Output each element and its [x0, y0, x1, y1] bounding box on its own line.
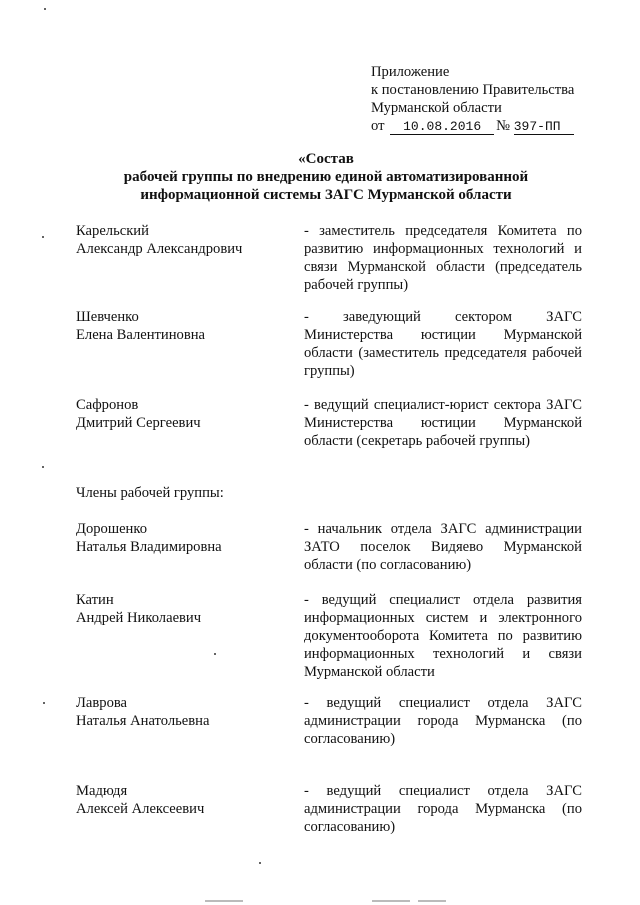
number-prefix: №: [496, 118, 511, 134]
document-date: 10.08.2016: [390, 119, 494, 135]
person-surname: Катин: [76, 592, 114, 608]
appendix-line-1: Приложение: [371, 64, 450, 80]
members-label: Члены рабочей группы:: [76, 485, 224, 501]
appendix-line-3: Мурманской области: [371, 100, 502, 116]
person-surname: Дорошенко: [76, 521, 148, 537]
scan-mark: [43, 702, 45, 704]
scan-edge: [418, 900, 446, 902]
scan-mark: [214, 653, 216, 655]
person-role: - ведущий специалист отдела развития информационных систем и электронного документооборота Комитета по развитию информационных технологий и связи Мурманской области: [304, 592, 582, 680]
person-given-names: Наталья Владимировна: [76, 539, 222, 555]
scan-edge: [205, 900, 243, 902]
person-name: [76, 222, 296, 258]
person-given-names: Александр Александрович: [76, 241, 243, 257]
person-given-names: Елена Валентиновна: [76, 327, 205, 343]
person-name: [76, 591, 296, 627]
person-role: - ведущий специалист-юрист сектора ЗАГС Министерства юстиции Мурманской области (секретарь рабочей группы): [304, 397, 582, 449]
title-line-2: рабочей группы по внедрению единой автоматизированной: [123, 169, 529, 185]
person-name: [76, 782, 296, 818]
person-given-names: Алексей Алексеевич: [76, 801, 205, 817]
person-surname: Шевченко: [76, 309, 139, 325]
scan-mark: [42, 466, 44, 468]
person-surname: Лаврова: [76, 695, 128, 711]
person-surname: Карельский: [76, 223, 149, 239]
person-name: [76, 396, 296, 432]
title-line-1: «Состав: [298, 151, 354, 167]
person-given-names: Дмитрий Сергеевич: [76, 415, 201, 431]
document-number: 397-ПП: [514, 119, 574, 135]
person-role: - заместитель председателя Комитета по развитию информационных технологий и связи Мурманской области (председатель рабочей группы): [304, 223, 582, 293]
scan-mark: [259, 862, 261, 864]
person-name: [76, 308, 296, 344]
person-role: - ведущий специалист отдела ЗАГС администрации города Мурманска (по согласованию): [304, 783, 582, 835]
date-prefix: от: [371, 118, 385, 134]
person-role: - заведующий сектором ЗАГС Министерства юстиции Мурманской области (заместитель председателя рабочей группы): [304, 309, 582, 379]
person-given-names: Андрей Николаевич: [76, 610, 202, 626]
appendix-line-2: к постановлению Правительства: [371, 82, 575, 98]
title-line-3: информационной системы ЗАГС Мурманской области: [140, 187, 512, 203]
person-given-names: Наталья Анатольевна: [76, 713, 210, 729]
person-surname: Мадюдя: [76, 783, 128, 799]
person-name: [76, 694, 296, 730]
person-role: - начальник отдела ЗАГС администрации ЗАТО поселок Видяево Мурманской области (по согласованию): [304, 521, 582, 573]
scan-edge: [372, 900, 410, 902]
scan-mark: [42, 236, 44, 238]
document-title: [100, 150, 552, 204]
person-surname: Сафронов: [76, 397, 139, 413]
appendix-block: [371, 63, 636, 135]
person-role: - ведущий специалист отдела ЗАГС администрации города Мурманска (по согласованию): [304, 695, 582, 747]
appendix-reference: [371, 117, 636, 135]
person-name: [76, 520, 296, 556]
scan-mark: [44, 8, 46, 10]
